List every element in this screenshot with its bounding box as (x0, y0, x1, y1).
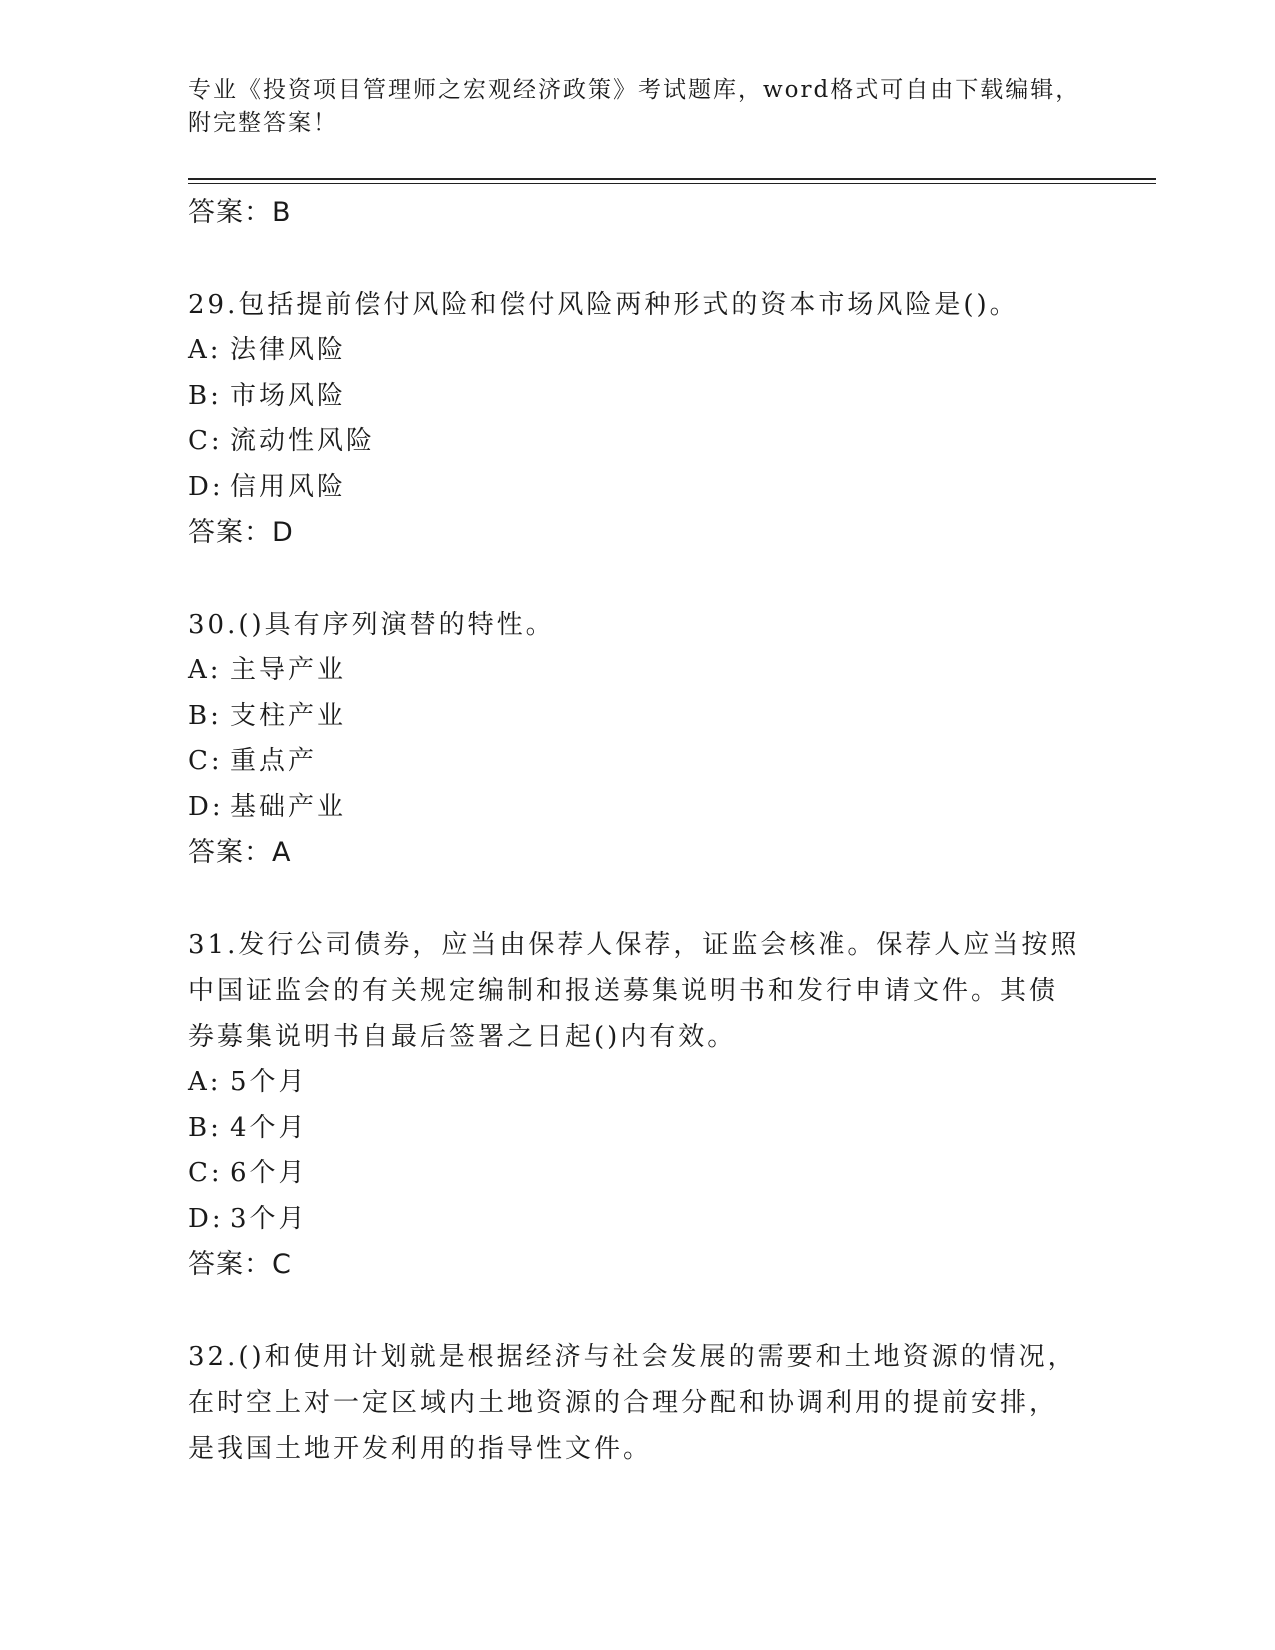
option-text: 6个月 (230, 1158, 308, 1188)
option-text: 流动性风险 (230, 426, 376, 456)
option-a (188, 1060, 1088, 1106)
option-text: 4个月 (230, 1112, 308, 1143)
option-d (188, 1197, 1088, 1243)
option-key: D: (188, 1203, 224, 1234)
option-text: 支柱产业 (230, 700, 347, 731)
option-key: D: (188, 791, 224, 822)
option-key: A: (188, 655, 222, 685)
option-key: D: (188, 471, 224, 502)
spacer (188, 1287, 1088, 1334)
question-31 (188, 922, 1088, 1287)
question-text-line: 31.发行公司债券，应当由保荐人保荐，证监会核准。保荐人应当按照 (188, 930, 1080, 960)
option-text: 主导产业 (230, 655, 347, 685)
option-key: C: (188, 426, 223, 456)
spacer (188, 555, 1088, 602)
question-text-line: 是我国土地开发利用的指导性文件。 (188, 1434, 653, 1464)
question-32 (188, 1334, 1088, 1472)
option-c (188, 1151, 1088, 1197)
header-line-1: 专业《投资项目管理师之宏观经济政策》考试题库，word格式可自由下载编辑， (188, 77, 1081, 103)
spacer (188, 875, 1088, 922)
question-30 (188, 602, 1088, 875)
option-b (188, 374, 1088, 420)
option-d (188, 785, 1088, 831)
option-key: A: (188, 1067, 222, 1097)
question-text: 29.包括提前偿付风险和偿付风险两种形式的资本市场风险是()。 (188, 290, 1019, 320)
option-key: C: (188, 746, 223, 776)
spacer (188, 235, 1088, 282)
option-a (188, 648, 1088, 694)
header-line-2: 附完整答案！ (188, 110, 338, 136)
question-text-line: 32.()和使用计划就是根据经济与社会发展的需要和土地资源的情况， (188, 1342, 1077, 1372)
option-key: A: (188, 335, 222, 365)
answer: 答案：A (188, 837, 292, 868)
option-text: 5个月 (230, 1067, 308, 1097)
option-text: 法律风险 (230, 335, 347, 365)
answer: 答案：C (188, 1249, 292, 1280)
option-text: 3个月 (230, 1203, 308, 1234)
document-header (188, 74, 1088, 140)
option-text: 重点产 (230, 746, 318, 776)
header-divider-thin (188, 183, 1156, 184)
option-c (188, 739, 1088, 785)
header-divider-thick (188, 178, 1156, 180)
option-b (188, 1106, 1088, 1152)
question-29 (188, 282, 1088, 555)
question-text-line: 中国证监会的有关规定编制和报送募集说明书和发行申请文件。其债 (188, 976, 1059, 1006)
option-b (188, 694, 1088, 740)
option-d (188, 465, 1088, 511)
option-text: 基础产业 (230, 791, 347, 822)
previous-answer: 答案：B (188, 197, 292, 228)
question-list (188, 190, 1088, 1472)
option-c (188, 419, 1088, 465)
option-key: B: (188, 380, 222, 411)
question-text-line: 券募集说明书自最后签署之日起()内有效。 (188, 1022, 737, 1052)
answer: 答案：D (188, 517, 294, 548)
option-a (188, 328, 1088, 374)
option-text: 市场风险 (230, 380, 347, 411)
question-text: 30.()具有序列演替的特性。 (188, 610, 555, 640)
option-key: B: (188, 1112, 222, 1143)
question-text-line: 在时空上对一定区域内土地资源的合理分配和协调利用的提前安排， (188, 1388, 1059, 1418)
option-key: C: (188, 1158, 223, 1188)
option-text: 信用风险 (230, 471, 347, 502)
option-key: B: (188, 700, 222, 731)
